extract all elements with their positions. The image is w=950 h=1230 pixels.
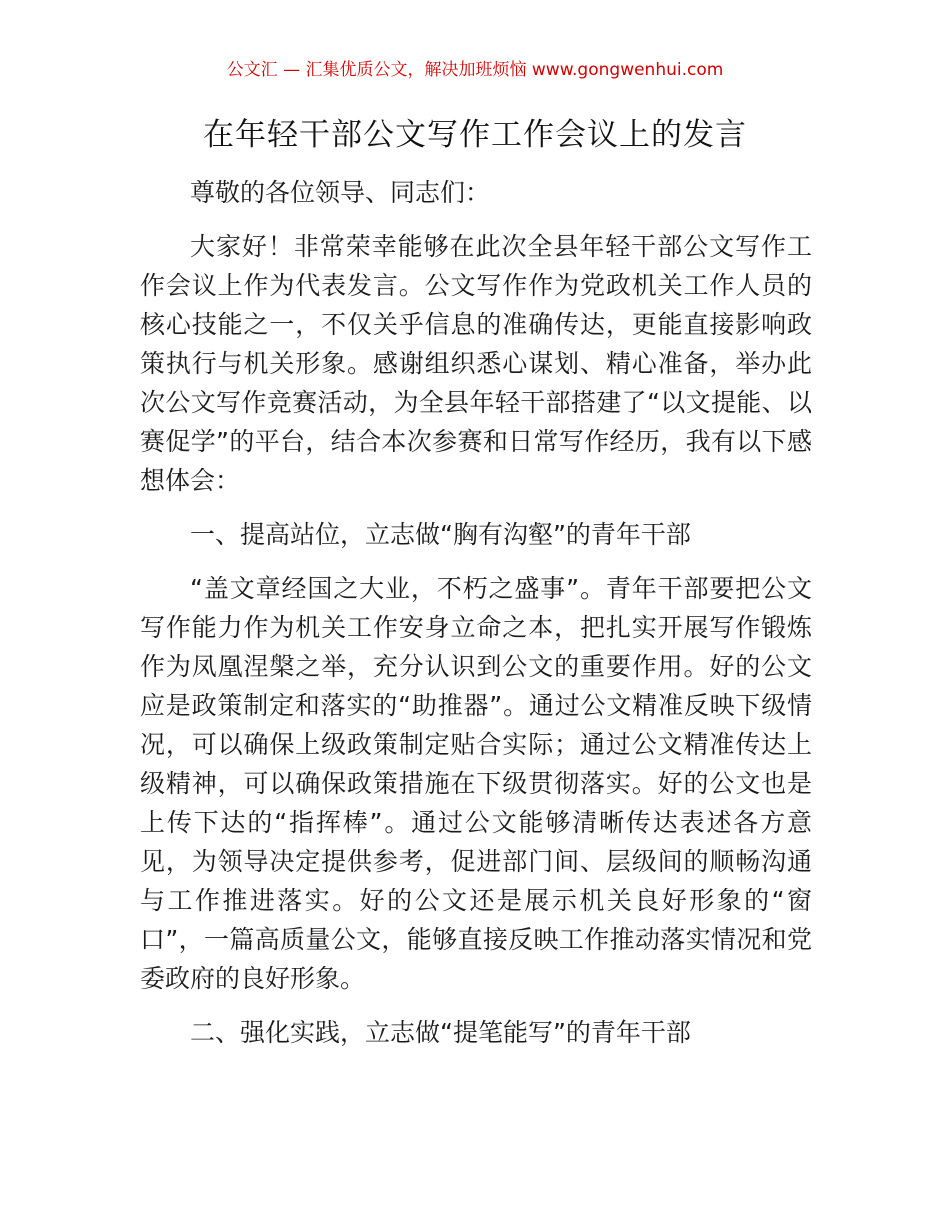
document-title: 在年轻干部公文写作工作会议上的发言: [203, 117, 747, 153]
document-body: [140, 173, 812, 1067]
opening-paragraph: 大家好！非常荣幸能够在此次全县年轻干部公文写作工作会议上作为代表发言。公文写作作为党政机关工作人员的核心技能之一，不仅关乎信息的准确传达，更能直接影响政策执行与机关形象。感谢组织悉心谋划、精心准备，举办此次公文写作竞赛活动，为全县年轻干部搭建了“以文提能、以赛促学”的平台，结合本次参赛和日常写作经历，我有以下感想体会：: [140, 232, 812, 495]
greeting-line: 尊敬的各位领导、同志们：: [190, 178, 491, 207]
section-1-paragraph: “盖文章经国之大业，不朽之盛事”。青年干部要把公文写作能力作为机关工作安身立命之本，把扎实开展写作锻炼作为凤凰涅槃之举，充分认识到公文的重要作用。好的公文应是政策制定和落实的“助推器”。通过公文精准反映下级情况，可以确保上级政策制定贴合实际；通过公文精准传达上级精神，可以确保政策措施在下级贯彻落实。好的公文也是上传下达的“指挥棒”。通过公文能够清晰传达表述各方意见，为领导决定提供参考，促进部门间、层级间的顺畅沟通与工作推进落实。好的公文还是展示机关良好形象的“窗口”，一篇高质量公文，能够直接反映工作推动落实情况和党委政府的良好形象。: [140, 574, 812, 993]
site-banner: 公文汇 — 汇集优质公文，解决加班烦恼 www.gongwenhui.com: [226, 60, 724, 80]
section-heading-1: 一、提高站位，立志做“胸有沟壑”的青年干部: [190, 520, 691, 549]
section-heading-2: 二、强化实践，立志做“提笔能写”的青年干部: [190, 1018, 691, 1047]
